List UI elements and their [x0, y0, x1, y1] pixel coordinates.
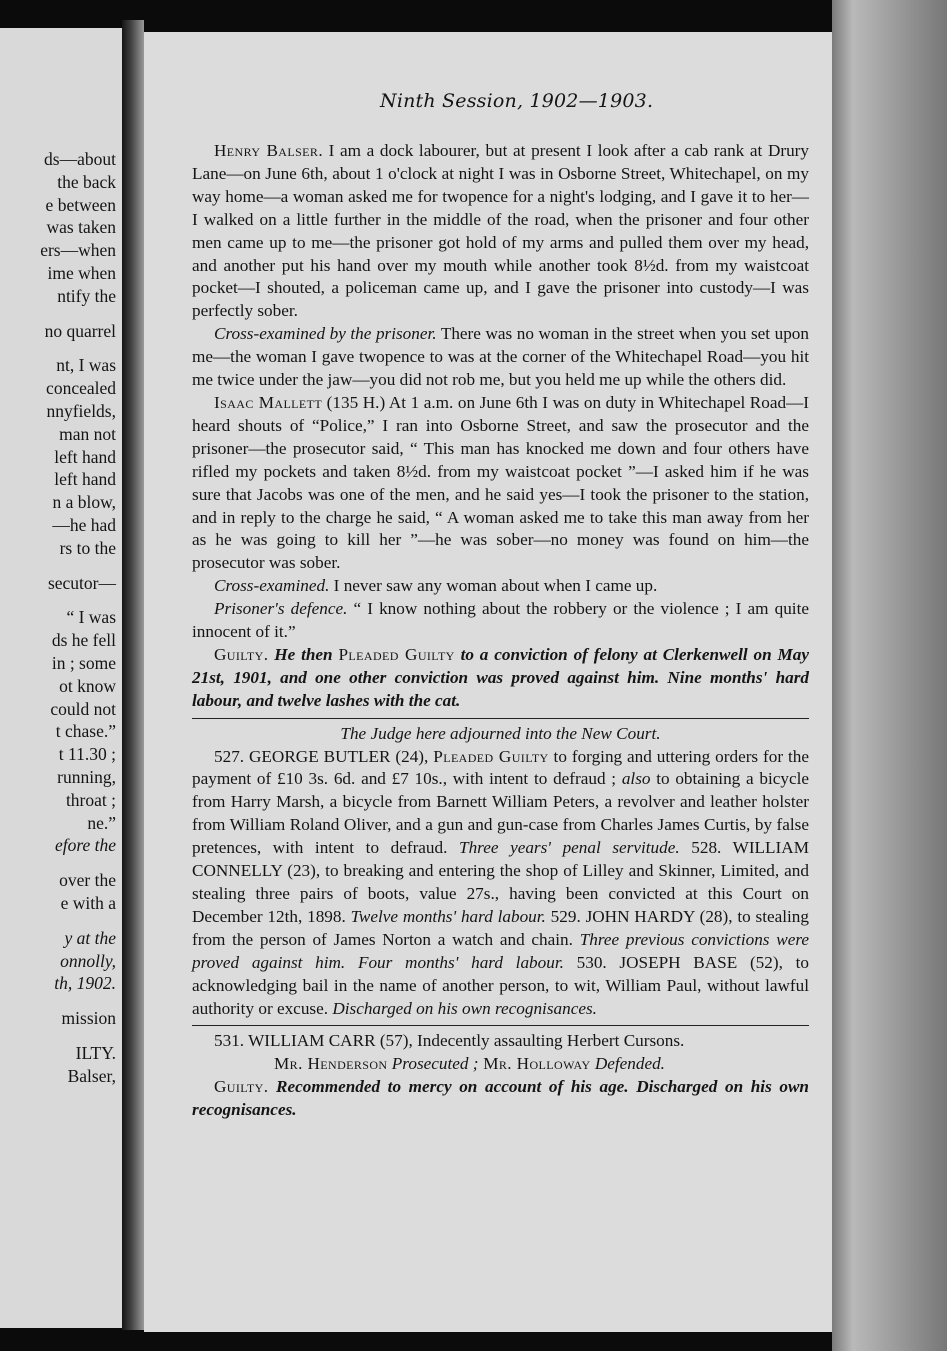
paragraph-mallett — [192, 392, 809, 575]
facing-page-line — [0, 560, 116, 572]
facing-page-line: ds—about — [44, 149, 116, 169]
paragraph-balser — [192, 140, 809, 323]
facing-page-line — [0, 857, 116, 869]
facing-page-line: ime when — [47, 262, 116, 283]
book-gutter — [122, 20, 144, 1330]
paragraph-verdict — [192, 644, 809, 713]
witness-name: Henry Balser. — [214, 141, 324, 160]
facing-page-line: the back — [57, 171, 116, 192]
case-text: to forging and uttering orders for the payment of £10 3s. 6d. and £7 10s., with intent to defraud ; — [192, 746, 810, 789]
facing-page-line: left hand — [54, 469, 116, 490]
defence-label: Prisoner's defence. — [214, 599, 348, 619]
cross-exam-label: Cross-examined. — [214, 576, 330, 596]
verdict-text: to a conviction of felony at Clerkenwell on May 21st, 1901, and one other conviction was proved against him. Nine months' hard labour, and twelve lashes with the cat. — [192, 644, 810, 710]
prosecuted-label: Prosecuted ; — [387, 1054, 479, 1074]
facing-page-line — [0, 1030, 116, 1042]
facing-page-line: onnolly, — [60, 950, 116, 971]
facing-page-line — [0, 594, 116, 606]
facing-page-line: ntify the — [57, 285, 116, 306]
witness-name: Isaac Mallett — [214, 392, 323, 412]
facing-page-line: th, 1902. — [54, 973, 116, 994]
facing-page-line — [0, 915, 116, 927]
page-body — [192, 140, 809, 1122]
facing-page-line: rs to the — [59, 537, 116, 558]
verdict-label: Guilty. — [214, 644, 269, 664]
facing-page-line: Balser, — [67, 1065, 116, 1086]
sentence: Three years' penal servitude. — [459, 838, 680, 858]
facing-page-line: ne.” — [87, 812, 116, 833]
facing-page-line: ILTY. — [75, 1042, 116, 1063]
facing-page-line: throat ; — [65, 789, 116, 810]
facing-page-line — [0, 308, 116, 320]
testimony-text: At 1 a.m. on June 6th I was on duty in Whitechapel Road—I heard shouts of “Police,” I ran into Osborne Street, and saw the prosecutor and the prisoner—the prosecutor said, “ This man has knocked me down and four others have rifled my pockets and taken 8½d. from my waistcoat pocket ”—I asked him if he was sure that Jacobs was one of the men, and he said yes—I took the prisoner to the station, and in reply to the charge he said, “ A woman asked me to take this man away from her as he was going to kill her ”—he was sober—no money was found on him—the prosecutor was sober. — [192, 392, 809, 573]
facing-page-line: “ I was — [66, 607, 116, 628]
section-divider — [192, 1025, 809, 1026]
verdict-text: Recommended to mercy on account of his age. Discharged on his own recognisances. — [192, 1077, 809, 1120]
pleaded-guilty: Pleaded Guilty — [433, 746, 549, 766]
facing-page-line: over the — [59, 870, 116, 891]
section-divider — [192, 718, 809, 719]
facing-page-line: left hand — [54, 446, 116, 467]
also-word: also — [621, 769, 651, 789]
facing-page-line: ers—when — [40, 240, 116, 261]
facing-page-line: n a blow, — [52, 492, 116, 513]
case-text: 528. WILLIAM CONNELLY (23), to breaking and entering the shop of Lilley and Skinner, Limited, and stealing three pairs of boots, value 27s., having been convicted at this Court on December 12th, 1898. — [192, 838, 809, 926]
facing-page-line: e with a — [60, 892, 116, 913]
facing-page-line: man not — [59, 423, 116, 444]
case-text: 529. JOHN HARDY (28), to stealing from the person of James Norton a watch and chain. — [192, 906, 809, 949]
facing-page-line: e between — [45, 194, 116, 215]
paragraph-cross-examined — [192, 575, 809, 598]
page-edge — [832, 0, 947, 1351]
facing-page-line — [0, 342, 116, 354]
facing-page-line: could not — [50, 698, 116, 719]
paragraph-cases-527-530 — [192, 746, 809, 1021]
sentence: Twelve months' hard labour. — [350, 906, 546, 926]
cross-exam-text: I never saw any woman about when I came up. — [329, 576, 658, 596]
case-text: 530. JOSEPH BASE (52), to acknowledging bail in the name of another person, to wit, William Paul, without lawful authority or excuse. — [192, 952, 809, 1018]
case-text: to obtaining a bicycle from Harry Marsh, a bicycle from Barnett William Peters, a revolver and leather holster from William Roland Oliver, and a gun and gun-case from Charles James Curtis, by false pretences, with intent to defraud. — [192, 769, 810, 858]
sentence: Discharged on his own recognisances. — [332, 998, 597, 1018]
defence-text: “ I know nothing about the robbery or the violence ; I am quite innocent of it.” — [192, 599, 809, 642]
facing-page-line — [0, 995, 116, 1007]
cross-exam-label: Cross-examined by the prisoner. — [214, 324, 437, 344]
facing-page-line: no quarrel — [44, 320, 116, 341]
paragraph-final-verdict — [192, 1076, 809, 1122]
facing-page-line: nnyfields, — [46, 400, 116, 421]
facing-page-line: mission — [61, 1008, 116, 1029]
facing-page-line: y at the — [64, 927, 116, 948]
paragraph-case-531: 531. WILLIAM CARR (57), Indecently assaulting Herbert Cursons. — [214, 1031, 685, 1051]
paragraph-counsel — [192, 1053, 809, 1076]
page — [144, 32, 832, 1332]
facing-page-line: t 11.30 ; — [58, 744, 116, 765]
paragraph-cross-examination — [192, 323, 809, 392]
facing-page-line: nt, I was — [56, 355, 116, 376]
paragraph-defence — [192, 598, 809, 644]
facing-page-line: —he had — [52, 514, 116, 535]
facing-page-line: was taken — [46, 217, 116, 238]
facing-page — [0, 28, 122, 1328]
running-title: Ninth Session, 1902—1903. — [380, 90, 654, 112]
facing-page-line: ot know — [59, 675, 116, 696]
defended-label: Defended. — [590, 1054, 665, 1074]
verdict-label: Guilty. — [214, 1077, 269, 1097]
pleaded-guilty: Pleaded Guilty — [338, 644, 455, 664]
running-header — [380, 90, 810, 112]
adjournment-note: The Judge here adjourned into the New Court. — [340, 723, 661, 743]
facing-page-line: secutor— — [47, 572, 116, 593]
sentence: Three previous convictions were proved against him. Four months' hard labour. — [192, 929, 809, 972]
facing-page-line: ds he fell — [51, 630, 116, 651]
facing-page-line: in ; some — [51, 652, 116, 673]
prosecution-counsel: Mr. Henderson — [274, 1054, 388, 1074]
cross-exam-text: There was no woman in the street when you set upon me—the woman I gave twopence to was at the corner of the Whitechapel Road—you hit me twice under the jaw—you did not rob me, but you held me up while the others did. — [192, 324, 809, 390]
case-text: 527. GEORGE BUTLER (24), — [214, 746, 434, 766]
facing-page-line: efore the — [54, 835, 116, 856]
facing-page-line: concealed — [46, 378, 116, 399]
facing-page-line: running, — [57, 766, 116, 787]
verdict-text: He then — [268, 644, 339, 664]
officer-badge: (135 H.) — [322, 392, 386, 412]
facing-page-line: t chase.” — [55, 721, 116, 742]
defence-counsel: Mr. Holloway — [478, 1054, 591, 1074]
testimony-text: I am a dock labourer, but at present I look after a cab rank at Drury Lane—on June 6th, about 1 o'clock at night I was in Osborne Street, Whitechapel, on my way home—a woman asked me for twopence for a night's lodging, and I gave it to her—I walked on a little further in the middle of the road, when the prisoner and four other men came up to me—the prisoner got hold of my arms and pulled them over my head, and another put his hand over my mouth while another took 8½d. from my waistcoat pocket—I shouted, a policeman came up, and I gave the prisoner into custody—I was perfectly sober. — [192, 141, 809, 321]
facing-page-text — [0, 148, 116, 1087]
